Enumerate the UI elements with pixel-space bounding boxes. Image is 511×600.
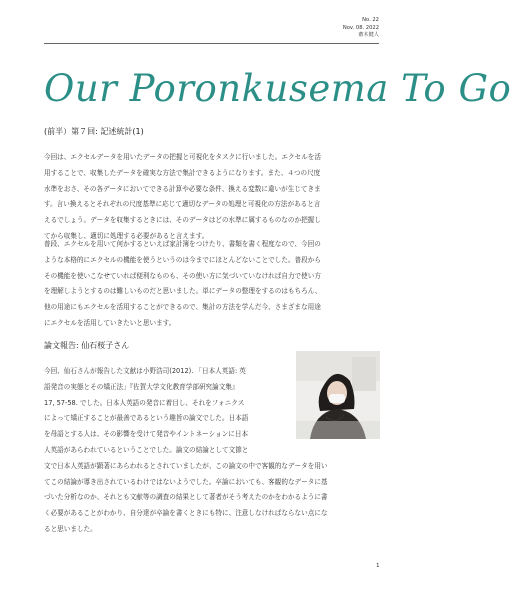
text-line: を母語とする人は、その影響を受けて発音やイントネーションに日本 (44, 430, 249, 439)
text-line: く必要があることがわかり、自分達が卒論を書くときにも特に、注意しなければならない点にな (44, 509, 328, 518)
text-line: てこの結論が導き出されているわけではないようでした。卒論においても、客観的なデータに基 (44, 477, 328, 486)
section-heading-paper-report: 論文報告: 仙石桜子さん (44, 341, 130, 350)
text-line: 17, 57-58. でした。日本人英語の発音に着目し、それをフォニクス (44, 398, 245, 407)
issue-number: No. 22 (362, 17, 379, 23)
text-line: 今回、仙石さんが報告した文献は小野浩司(2012). 「日本人英語: 英 (44, 367, 246, 375)
text-line: てから収集し、適切に処理する必要があると言えます。 (44, 231, 209, 240)
text-line: ような本格的にエクセルの機能を使うというのは今までにほとんどないことでした。普段から (44, 255, 321, 264)
text-line: 用することで、収集したデータを確実な方法で集計できるようになります。また、４つの尺度 (44, 168, 321, 177)
text-line: えるでしょう。データを収集するときには、そのデータはどの水準に属するものなのか把握し (44, 216, 321, 225)
text-line: 文で日本人英語が顕著にあらわれるとされていましたが、この論文の中で客観的なデータを用い (44, 461, 328, 470)
newsletter-title: Our Poronkusema To Go (44, 67, 511, 110)
text-line: を理解しようとするのは難しいものだと思いました。単にデータの整理をするのはもちろん、 (44, 287, 322, 296)
section-heading-statistics: (前半）第７回: 記述統計(1) (44, 127, 144, 136)
text-line: にエクセルを活用していきたいと思います。 (44, 318, 176, 327)
text-line: ると思いました。 (44, 524, 97, 533)
text-line: 人英語があらわれているということでした。論文の結論として文節と (44, 445, 249, 454)
text-line: によって矯正することが最善であるという趣旨の論文でした。日本語 (44, 414, 249, 423)
issue-meta (343, 17, 379, 40)
statistics-paragraph-2 (44, 237, 380, 332)
paper-report-paragraph (44, 364, 380, 538)
statistics-paragraph-1 (44, 150, 380, 245)
text-line: づいた分析なのか、それとも文献等の調査の結果として著者がそう考えたのかをわかるように書 (44, 493, 328, 502)
text-line: す。言い換えるとそれぞれの尺度基準に応じて適切なデータの処理と可視化の方法があると言 (44, 200, 321, 209)
text-line: 語発音の実態とその矯正法」『佐賀大学文化教育学部研究論文集』 (44, 382, 239, 391)
page-number: 1 (376, 563, 380, 569)
text-line: 水準をおさ、その各データにおいてできる計算や必要な条件、換える変数に違いが生じてきま (44, 184, 321, 193)
text-line: 今回は、エクセルデータを用いたデータの把握と可視化をタスクに行いました。エクセルを活 (44, 153, 321, 161)
text-line: その機能を使いこなせていれば便利なものも、その使い方に気づいていなければ自力で使い方 (44, 271, 321, 280)
author-name: 齋木健人 (358, 32, 379, 39)
issue-date: Nov. 08. 2022 (342, 24, 379, 31)
header-rule (44, 43, 379, 44)
text-line: 他の用途にもエクセルを活用することができるので、集計の方法を学んだ今、さまざまな用途 (44, 303, 321, 312)
text-line: 普段、エクセルを用いて何かするといえば家計簿をつけたり、書類を書く程度なので、今回の (44, 240, 321, 248)
